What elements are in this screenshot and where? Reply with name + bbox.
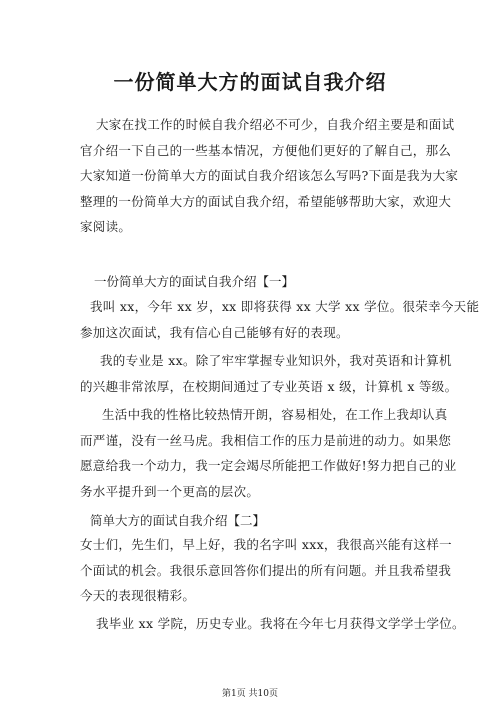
section2-paragraph-1 (80, 532, 452, 609)
section1-paragraph-1 (80, 294, 480, 345)
section1-heading: 一份简单大方的面试自我介绍【一】 (94, 274, 295, 289)
paragraph-line: 我的专业是 xx。除了牢牢掌握专业知识外，我对英语和计算机 (100, 353, 452, 368)
paragraph-line: 今天的表现很精彩。 (80, 588, 196, 603)
paragraph-line: 女士们，先生们，早上好，我的名字叫 xxx，我很高兴能有这样一 (80, 537, 452, 552)
paragraph-line: 我叫 xx，今年 xx 岁，xx 即将获得 xx 大学 xx 学位。很荣幸今天能 (90, 299, 480, 314)
section2-heading: 简单大方的面试自我介绍【二】 (90, 513, 266, 528)
section2-paragraph-2 (80, 611, 465, 637)
paragraph-line: 个面试的机会。我很乐意回答你们提出的所有问题。并且我希望我 (80, 562, 452, 578)
intro-line: 整理的一份简单大方的面试自我介绍，希望能够帮助大家，欢迎大 (80, 193, 452, 209)
intro-line: 家阅读。 (80, 219, 132, 234)
intro-line: 官介绍一下自己的一些基本情况，方便他们更好的了解自己，那么 (80, 142, 452, 158)
paragraph-line: 而严谨，没有一丝马虎。我相信工作的压力是前进的动力。如果您 (80, 432, 452, 448)
paragraph-line: 的兴趣非常浓厚，在校期间通过了专业英语 x 级，计算机 x 等级。 (80, 378, 458, 394)
paragraph-line: 参加这次面试，我有信心自己能够有好的表现。 (80, 324, 349, 340)
paragraph-line: 务水平提升到一个更高的层次。 (80, 483, 260, 499)
paragraph-line: 愿意给我一个动力，我一定会竭尽所能把工作做好!努力把自己的业 (80, 458, 457, 473)
intro-line: 大家知道一份简单大方的面试自我介绍该怎么写吗?下面是我为大家 (80, 168, 459, 183)
paragraph-line: 生活中我的性格比较热情开朗，容易相处，在工作上我却认真 (102, 407, 448, 422)
section1-paragraph-2 (80, 348, 458, 399)
section1-paragraph-3 (80, 402, 457, 504)
intro-paragraph (80, 112, 459, 240)
paragraph-line: 我毕业 xx 学院，历史专业。我将在今年七月获得文学学士学位。 (96, 616, 465, 631)
intro-line: 大家在找工作的时候自我介绍必不可少，自我介绍主要是和面试 (96, 117, 455, 132)
page-footer: 第1页 共10页 (221, 689, 279, 699)
document-title: 一份简单大方的面试自我介绍 (113, 70, 387, 94)
